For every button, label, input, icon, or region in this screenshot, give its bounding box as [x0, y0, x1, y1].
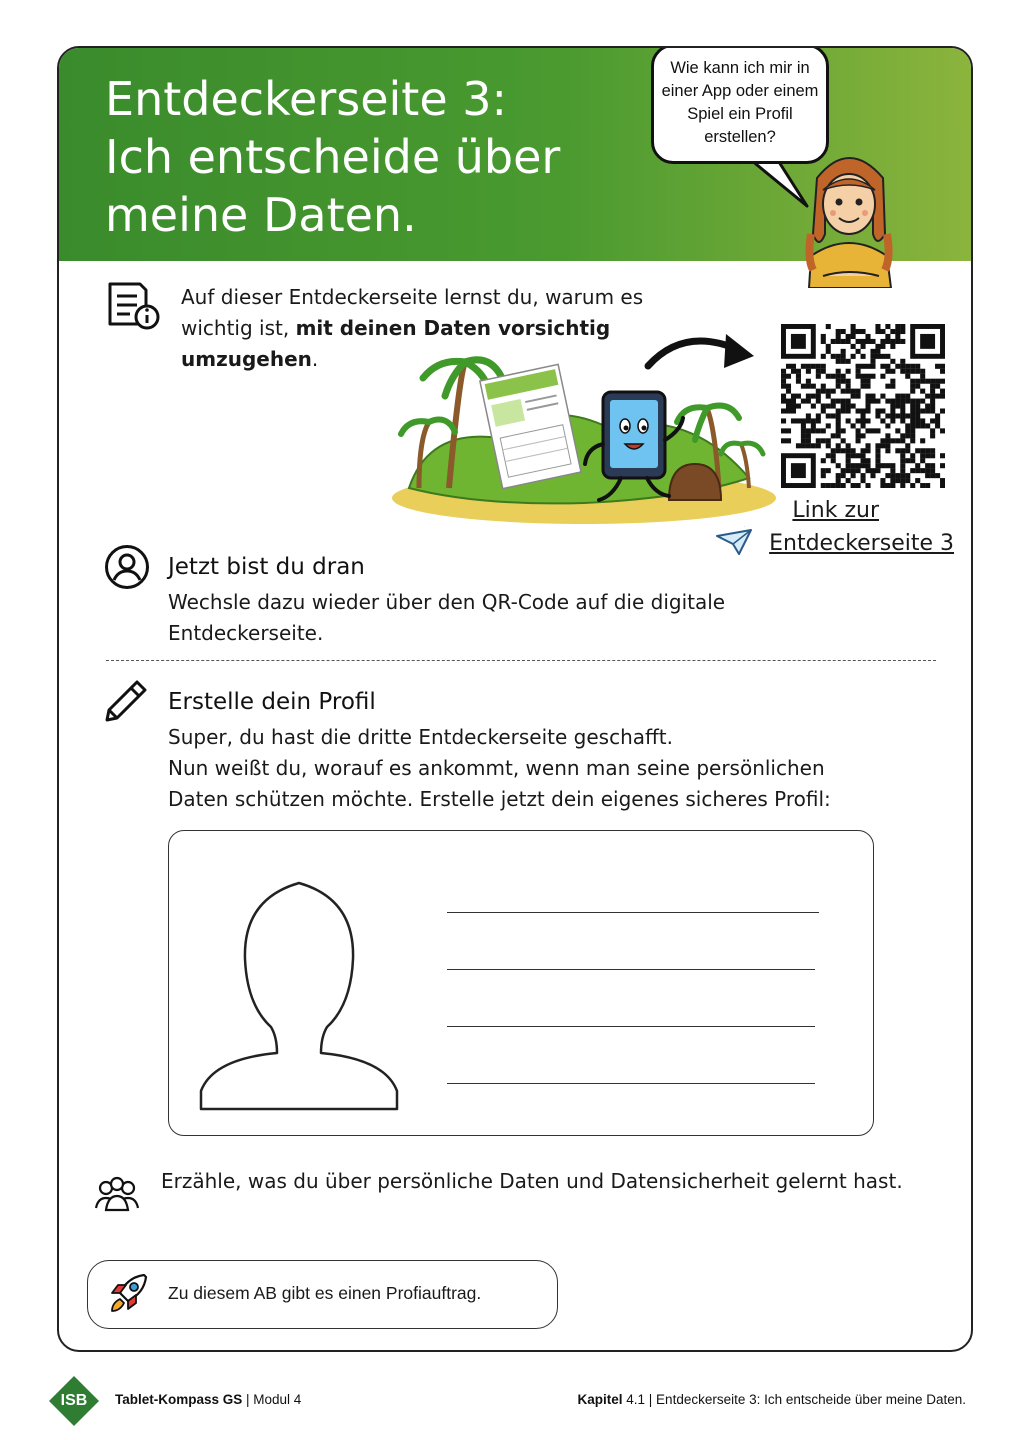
title-line: meine Daten.	[105, 188, 417, 242]
pro-task-text: Zu diesem AB gibt es einen Profiauftrag.	[168, 1283, 482, 1303]
profile-form-box[interactable]	[168, 830, 874, 1136]
rocket-icon	[108, 1273, 148, 1315]
footer-left: Tablet-Kompass GS | Modul 4	[115, 1392, 302, 1407]
write-line[interactable]	[447, 969, 815, 970]
worksheet-card	[57, 46, 973, 1352]
talk-prompt-text: Erzähle, was du über persönliche Daten und Datensicherheit gelernt hast.	[161, 1169, 903, 1193]
section-heading: Jetzt bist du dran	[168, 554, 365, 580]
write-line[interactable]	[447, 912, 819, 913]
person-silhouette-icon	[197, 855, 407, 1113]
document-info-icon	[106, 280, 162, 332]
title-line: Ich entscheide über	[105, 130, 561, 184]
girl-illustration	[789, 138, 909, 288]
page-footer	[0, 1370, 1020, 1430]
user-circle-icon	[104, 544, 150, 590]
speech-bubble: Wie kann ich mir in einer App oder einem Spiel ein Profil erstellen?	[651, 46, 829, 164]
text-line: Super, du hast die dritte Entdeckerseite geschafft.	[168, 725, 673, 749]
text-line: Nun weißt du, worauf es ankommt, wenn man seine persönlichen	[168, 756, 825, 780]
link-line[interactable]: Link zur	[792, 498, 879, 523]
group-talk-icon	[94, 1174, 140, 1214]
dashed-divider	[106, 660, 936, 661]
text-line: Daten schützen möchte. Erstelle jetzt dein eigenes sicheres Profil:	[168, 787, 831, 811]
write-line[interactable]	[447, 1083, 815, 1084]
write-line[interactable]	[447, 1026, 815, 1027]
link-line[interactable]: Entdeckerseite 3	[769, 531, 954, 556]
pro-task-box[interactable]	[87, 1260, 558, 1329]
section-text: Wechsle dazu wieder über den QR-Code auf die digitale Entdeckerseite.	[168, 590, 726, 645]
title-line: Entdeckerseite 3:	[105, 72, 508, 126]
qr-code[interactable]	[781, 324, 945, 488]
click-cursor-icon	[715, 526, 755, 558]
section-heading: Erstelle dein Profil	[168, 689, 376, 715]
page-title	[105, 70, 625, 244]
section-text	[168, 722, 928, 815]
isb-logo-text: ISB	[60, 1392, 88, 1409]
pencil-icon	[103, 678, 149, 724]
intro-text: Auf dieser Entdeckerseite lernst du, warum es wichtig ist, mit deinen Daten vorsichtig umzugehen.	[181, 285, 644, 371]
footer-right: Kapitel 4.1 | Entdeckerseite 3: Ich entscheide über meine Daten.	[577, 1392, 966, 1407]
